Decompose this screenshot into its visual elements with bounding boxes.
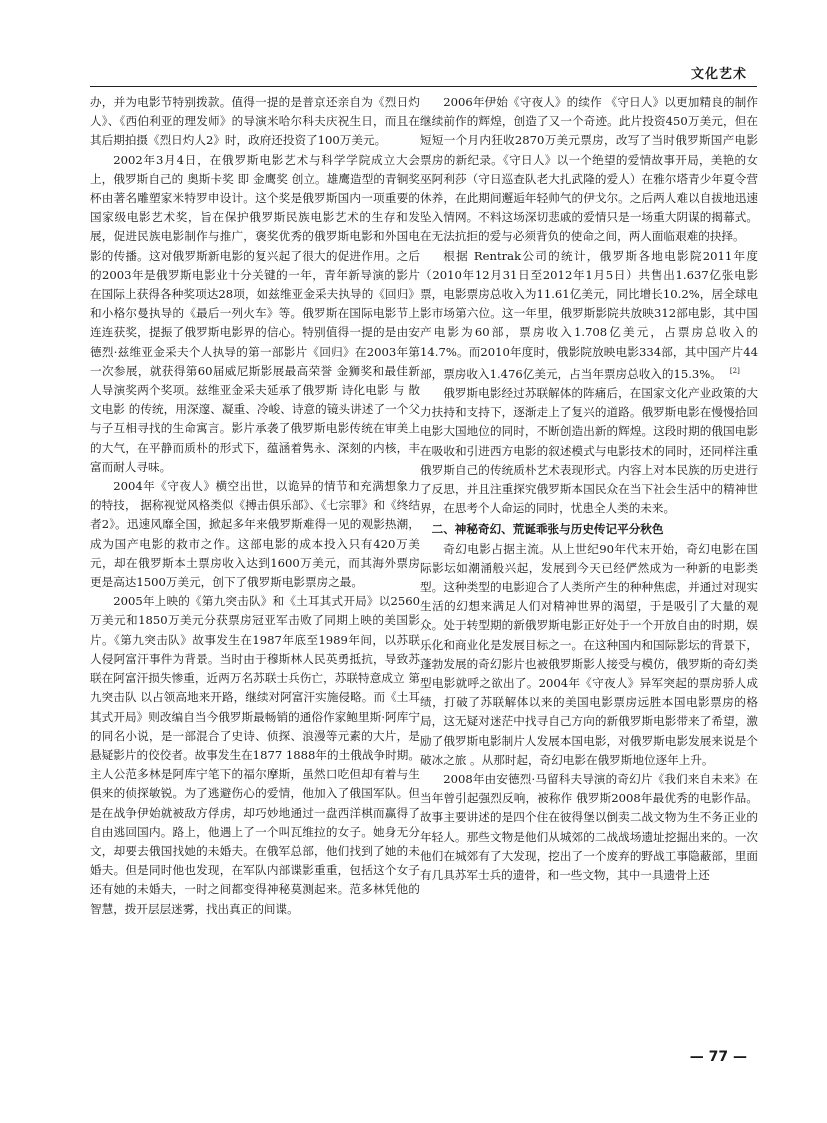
footnote-marker: [2] [729,366,740,375]
paragraph-with-footnote [420,247,758,384]
right-column [420,93,758,885]
header-divider [90,86,757,87]
paragraph: 2005年上映的《第九突击队》和《土耳其式开局》以2560万美元和1850万美元分获票房冠亚军击败了同期上映的美国影片。《第九突击队》故事发生在1987年底至1989年间，以苏联人侵阿富汗事件为背景。当时由于穆斯林人民英勇抵抗，导致苏联在阿富汗损失惨重，近两万名苏联士兵伤亡，苏联特意成立 第九突击队 以占领高地来开路，继续对阿富汗实施侵略。而《土耳其式开局》则改编自当今俄罗斯最畅销的通俗作家鲍里斯·阿库宁的同名小说，是一部混合了史诗、侦探、浪漫等元素的大片，是悬疑影片的佼佼者。故事发生在1877 1888年的土俄战争时期。主人公范多林是阿库宁笔下的福尔摩斯，虽然口吃但却有着与生俱来的侦探敏锐。为了逃避伤心的爱情，他加入了俄国军队。但是在战争伊始就被敌方俘虏，却巧妙地通过一盘西洋棋而赢得了自由逃回国内。路上，他遇上了一个叫瓦维拉的女子。她身无分文，却要去俄国找她的未婚夫。在俄军总部，他们找到了她的未婚夫。但是同时他也发现，在军队内部谍影重重，包括这个女子还有她的未婚夫，一时之间都变得神秘莫测起来。范多林凭他的智慧，拨开层层迷雾，找出真正的间谍。 [90,594,420,916]
paragraph: 办，并为电影节特别拨款。值得一提的是普京还亲自为《烈日灼人》、《西伯利亚的理发师》的导演米哈尔科夫庆祝生日，而且在其后期拍摄《烈日灼人2》时，政府还投资了100万美元。 [90,95,420,148]
paragraph: 2008年由安德烈·马留科夫导演的奇幻片《我们来自未来》在当年曾引起强烈反响，被称作 俄罗斯2008年最优秀的电影作品。 故事主要讲述的是四个住在彼得堡以倒卖二战文物为生不务正业的年轻人。那些文物是他们从城郊的二战战场遗址挖掘出来的。一次他们在城郊有了大发现，挖出了一个废弃的野战工事隐蔽部，里面有几具苏军士兵的遗骨，和一些文物，其中一具遗骨上还 [420,771,758,882]
paragraph: 2006年伊始《守夜人》的续作 《守日人》以更加精良的制作继续前作的辉煌，创造了又一个奇迹。此片投资450万美元，但在短短一个月内狂收2870万美元票房，改写了当时俄罗斯国产电影票房的新纪录。《守日人》以一个绝望的爱情故事开局，美艳的女巫阿利莎（守日巡查队老大扎武隆的爱人）在雅尔塔青少年夏令营休养，在此期间邂逅年轻帅气的伊戈尔。之后两人难以自拔地迅速坠入情网。不料这场深切悲戚的爱情只是一场重大阴谋的揭幕式。在无法抗拒的爱与必须背负的使命之间，两人面临艰难的抉择。 [420,95,758,244]
page-number: — 77 — [689,1049,747,1065]
left-column [90,93,420,919]
section-label: 文化艺术 [690,67,747,82]
paragraph: 俄罗斯电影经过苏联解体的阵痛后，在国家文化产业政策的大力扶持和支持下，逐渐走上了复兴的道路。俄罗斯电影在慢慢拾回电影大国地位的同时，不断创造出新的辉煌。这段时期的俄国电影在吸收和引进西方电影的叙述模式与电影技术的同时，还同样注重俄罗斯自己的传统质朴艺术表现形式。内容上对本民族的历史进行了反思，并且注重探究俄罗斯本国民众在当下社会生活中的精神世界，在思考个人命运的同时，忧患全人类的未来。 [420,385,758,516]
paragraph-text: 根据 Rentrak公司的统计，俄罗斯各地电影院2011年度（2010年12月31日至2012年1月5日）共售出1.637亿张电影票，电影票房总收入为11.61亿美元，同比增长10.2%，居全球电影市场第六位。这一年里，俄罗斯影院共放映312部电影，其中国产电影为60部，票房收入1.708亿美元，占票房总收入的14.7%。而2010年度时，俄影院放映电影334部，其中国产片44部，票房收入1.476亿美元，占当年票房总收入的15.3%。 [420,248,758,381]
section-heading: 二、神秘奇幻、荒诞乖张与历史传记平分秋色 [431,522,664,537]
paragraph: 2002年3月4日，在俄罗斯电影艺术与科学学院成立大会上，俄罗斯自己的 奥斯卡奖 即 金鹰奖 创立。雄鹰造型的青铜奖杯由著名雕塑家米特罗申设计。这个奖是俄罗斯国内一项重要的国家级电影艺术奖，旨在保护俄罗斯民族电影艺术的生存和发展，促进民族电影制作与推广，褒奖优秀的俄罗斯电影和外国电影的传播。这对俄罗斯新电影的复兴起了很大的促进作用。之后的2003年是俄罗斯电影业十分关键的一年，青年新导演的影片在国际上获得各种奖项达28项，如兹维亚金采夫执导的《回归》和小格尔曼执导的《最后一列火车》等。俄罗斯在国际电影节上连连获奖，提振了俄罗斯电影界的信心。特别值得一提的是由安德烈·兹维亚金采夫个人执导的第一部影片《回归》在2003年第一次参展，就获得第60届威尼斯影展最高荣誉 金狮奖和最佳新人导演奖两个奖项。兹维亚金采夫延承了俄罗斯 诗化电影 与 散文电影 的传统，用深邃、凝重、冷峻、诗意的镜头讲述了一个父与子互相寻找的生命寓言。影片承袭了俄罗斯电影传统在审美上的大气，在平静而质朴的形式下，蕴涵着隽永、深刻的内核，丰富而耐人寻味。 [90,152,420,474]
paragraph: 2004年《守夜人》横空出世，以诡异的情节和充满想象力的特技， 据称视觉风格类似《搏击俱乐部》、《七宗罪》和《终结者2》。迅速风靡全国，掀起多年来俄罗斯难得一见的观影热潮，成为国产电影的救市之作。这部电影的成本投入只有420万美元，却在俄罗斯本土票房收入达到1600万美元，而其海外票房更是高达1500万美元，创下了俄罗斯电影票房之最。 [90,479,420,590]
paragraph: 奇幻电影占据主流。从上世纪90年代末开始，奇幻电影在国际影坛如潮涌般兴起，发展到今天已经俨然成为一种新的电影类型。这种类型的电影迎合了人类所产生的种种焦虑，并通过对现实生活的幻想来满足人们对精神世界的渴望，于是吸引了大量的观众。处于转型期的新俄罗斯电影正好处于一个开放自由的时期，娱乐化和商业化是发展目标之一。在这种国内和国际影坛的背景下，蓬勃发展的奇幻影片也被俄罗斯影人接受与模仿，俄罗斯的奇幻类型电影就呼之欲出了。2004年《守夜人》异军突起的票房骄人成绩，打破了苏联解体以来的美国电影票房远胜本国电影票房的格局，这无疑对迷茫中找寻自己方向的新俄罗斯电影带来了希望，激励了俄罗斯电影制片人发展本国电影，对俄罗斯电影发展来说是个 破冰之旅 。从那时起，奇幻电影在俄罗斯地位逐年上升。 [420,541,758,767]
